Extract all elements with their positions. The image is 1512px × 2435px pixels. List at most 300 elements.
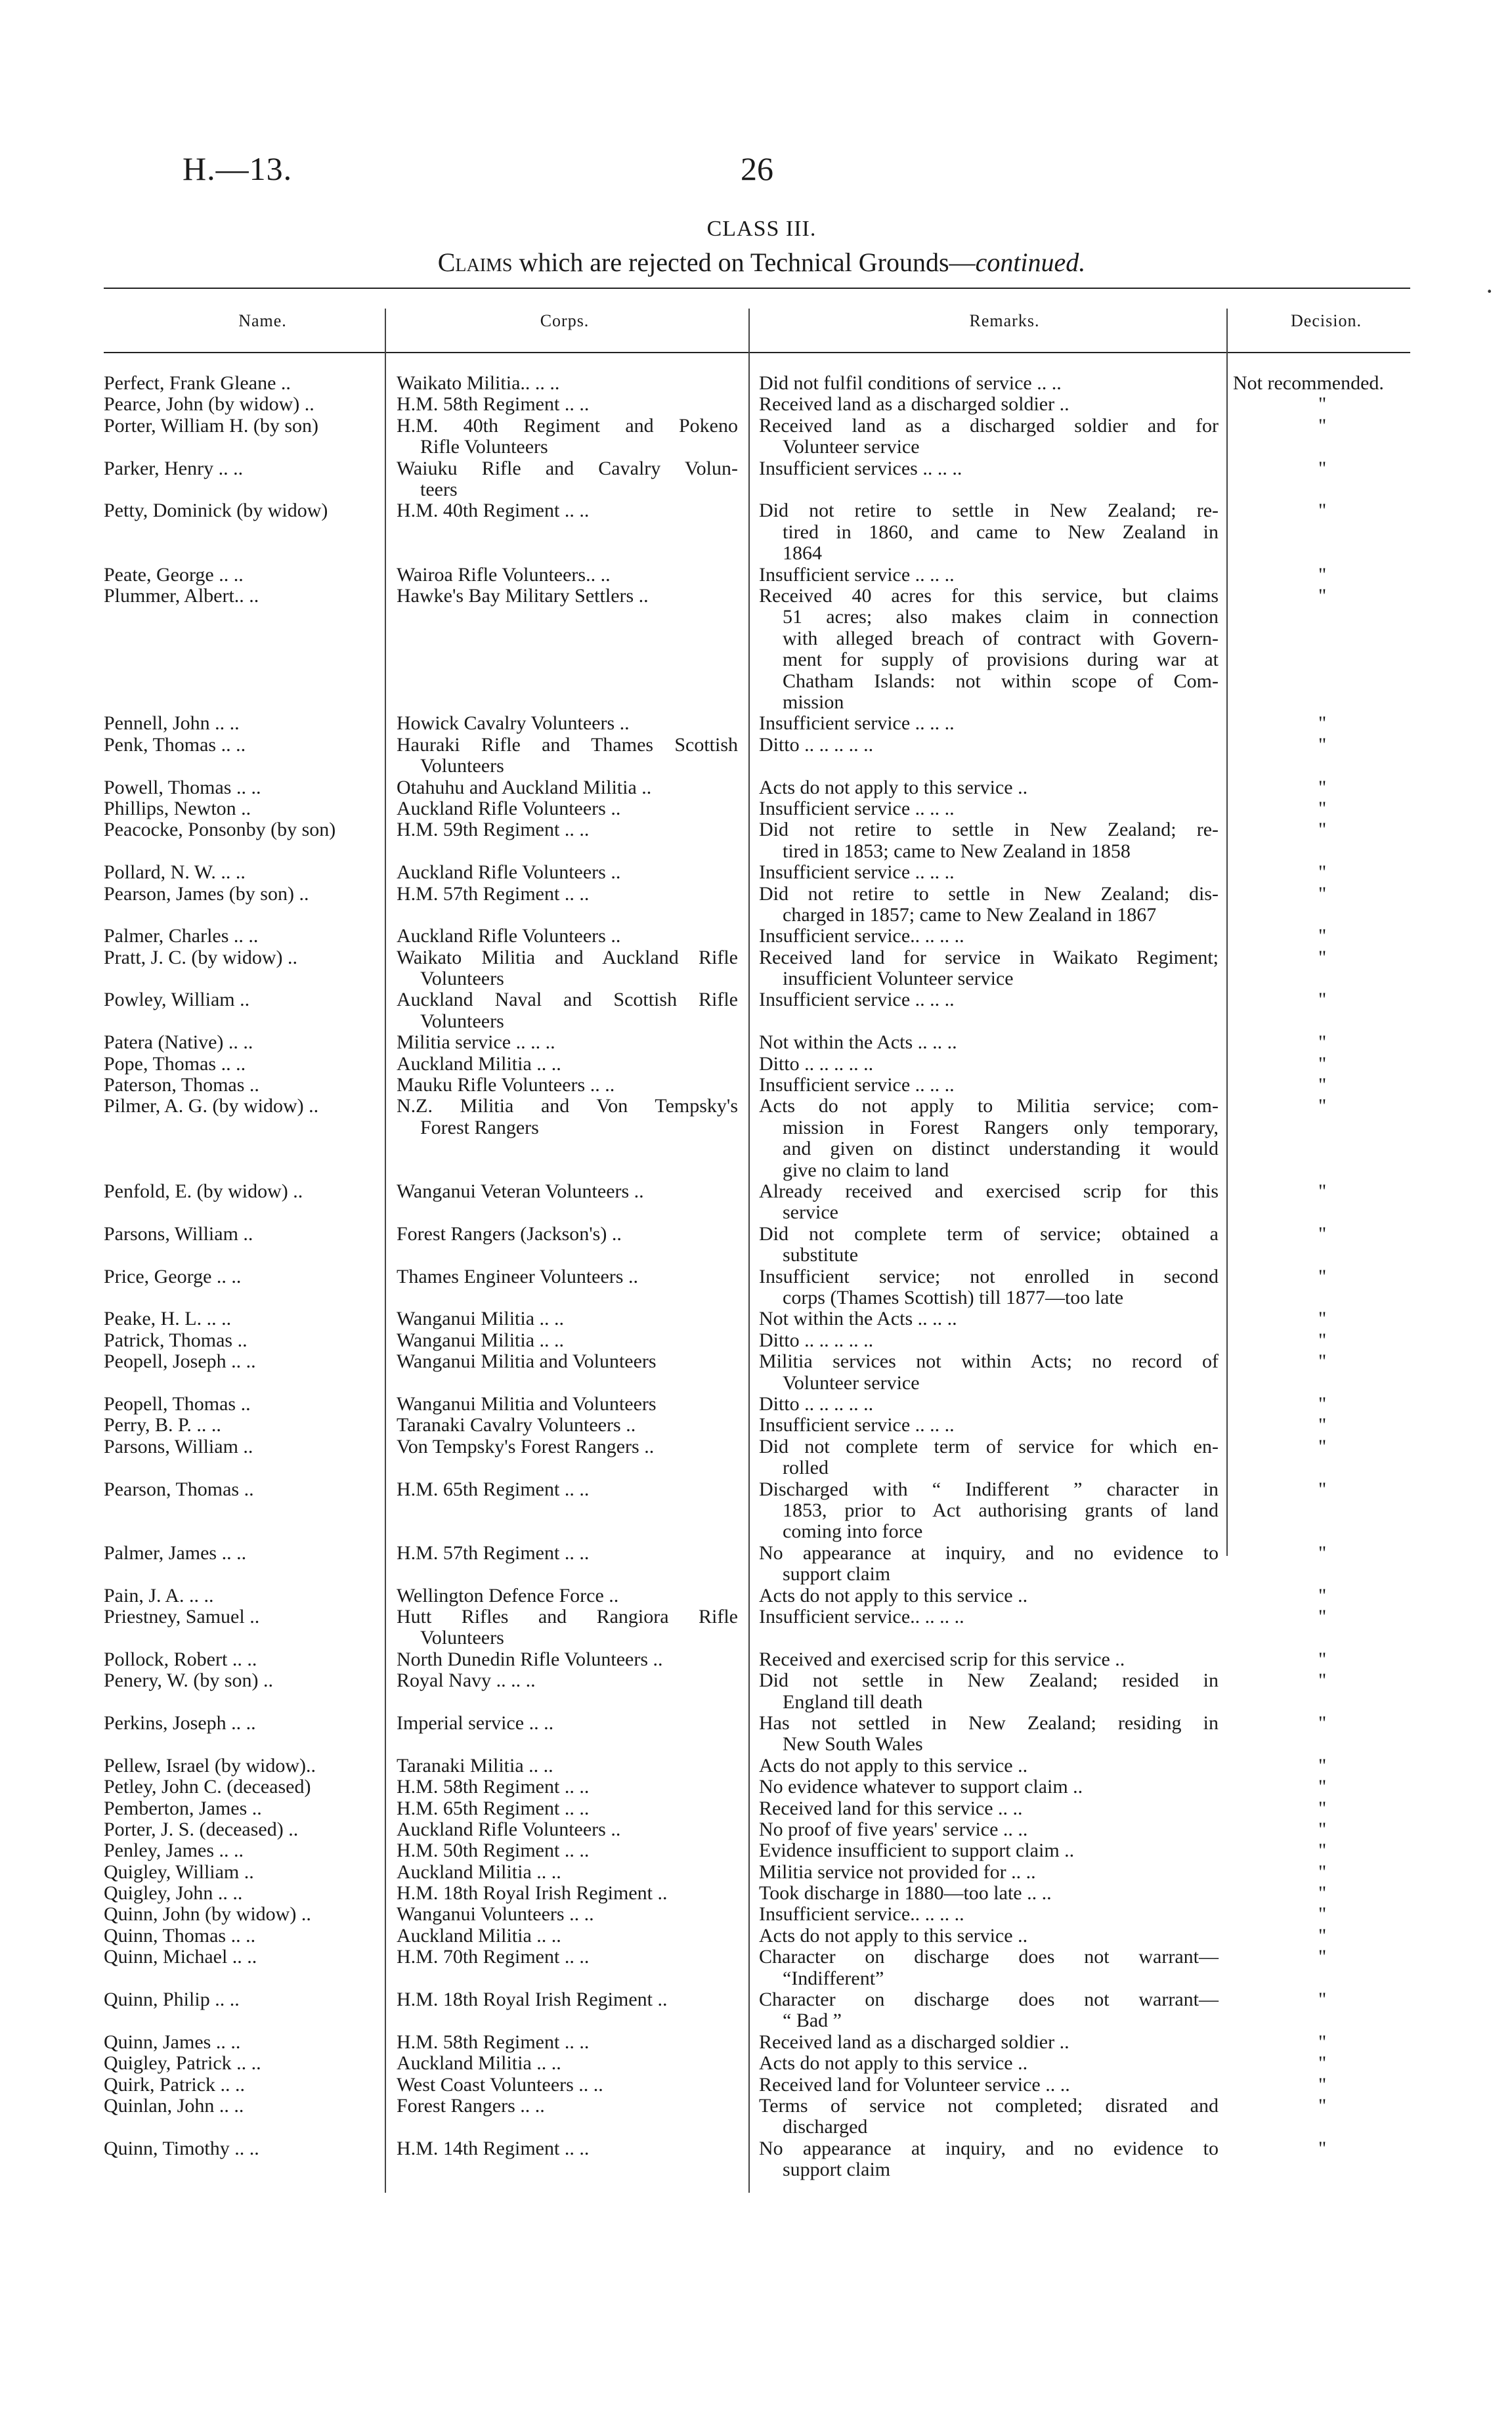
corps-cell-line: Auckland Rifle Volunteers ..: [397, 797, 621, 819]
claimant-name: [104, 1585, 379, 1606]
claimant-name: [104, 1713, 379, 1734]
remarks-cell: [759, 1394, 1219, 1415]
corps-cell: [397, 1096, 738, 1138]
header-bottom-rule: [104, 352, 1410, 353]
claimant-name: [104, 735, 379, 756]
remarks-cell-line: Not within the Acts .. .. ..: [759, 1031, 957, 1054]
corps-cell: [397, 1415, 738, 1436]
corps-cell: [397, 1989, 738, 2010]
decision-cell: ": [1318, 1052, 1327, 1075]
remarks-cell: [759, 373, 1219, 394]
corps-cell-line: H.M. 58th Regiment .. ..: [397, 1776, 590, 1798]
corps-cell-line: Hutt Rifles and Rangiora Rifle: [397, 1605, 738, 1627]
remarks-cell: [759, 947, 1219, 990]
corps-cell: [397, 1670, 738, 1691]
corps-cell-line: Von Tempsky's Forest Rangers ..: [397, 1435, 655, 1457]
remarks-cell-line: Insufficient service .. .. ..: [759, 1414, 955, 1436]
claimant-name: [104, 416, 379, 437]
corps-cell-line: Forest Rangers .. ..: [397, 2095, 545, 2117]
remarks-cell-line: Insufficient service .. .. ..: [759, 563, 955, 586]
decision-cell: Not recommended.: [1233, 372, 1384, 394]
remarks-cell-line: support claim: [783, 1563, 891, 1585]
claimant-name-line: Quinlan, John .. ..: [104, 2095, 244, 2117]
decision-cell: ": [1318, 563, 1327, 586]
corps-cell-line: Howick Cavalry Volunteers ..: [397, 712, 630, 735]
decision-cell: ": [1318, 2095, 1327, 2117]
remarks-cell: [759, 1989, 1219, 2032]
claimant-name-line: Pearson, James (by son) ..: [104, 882, 309, 905]
decision-cell: ": [1318, 1903, 1327, 1926]
decision-cell: ": [1318, 500, 1327, 522]
corps-cell-line: Thames Engineer Volunteers ..: [397, 1265, 638, 1287]
page-number: 26: [741, 150, 773, 187]
corps-cell: [397, 1840, 738, 1861]
decision-cell: ": [1318, 2073, 1327, 2096]
remarks-cell-line: give no claim to land: [783, 1159, 949, 1181]
claimant-name: [104, 713, 379, 734]
corps-cell: [397, 1926, 738, 1947]
corps-cell-line: Waikato Militia and Auckland Rifle: [397, 946, 738, 968]
corps-cell: [397, 1351, 738, 1372]
decision-cell: ": [1318, 797, 1327, 819]
claimant-name-line: Pellew, Israel (by widow)..: [104, 1754, 316, 1777]
decision-cell: ": [1318, 989, 1327, 1011]
remarks-cell-line: rolled: [783, 1457, 829, 1479]
claimant-name-line: Pilmer, A. G. (by widow) ..: [104, 1095, 319, 1117]
corps-cell-line: N.Z. Militia and Von Tempsky's: [397, 1095, 738, 1117]
corps-cell-line: H.M. 57th Regiment .. ..: [397, 1541, 590, 1564]
decision-cell: ": [1318, 1712, 1327, 1734]
corps-cell: [397, 1883, 738, 1904]
claimant-name: [104, 1096, 379, 1117]
corps-cell-line: Otahuhu and Auckland Militia ..: [397, 776, 652, 798]
remarks-cell-line: Not within the Acts .. .. ..: [759, 1308, 957, 1330]
remarks-cell-line: mission in Forest Rangers only temporary,: [783, 1116, 1219, 1138]
claimant-name: [104, 798, 379, 819]
corps-cell-line: H.M. 14th Regiment .. ..: [397, 2137, 590, 2159]
corps-cell: [397, 819, 738, 840]
claimant-name: [104, 947, 379, 968]
corps-cell: [397, 1330, 738, 1351]
remarks-cell: [759, 735, 1219, 756]
remarks-cell-line: Terms of service not completed; disrated and: [759, 2095, 1219, 2117]
class-title: CLASS III.: [706, 217, 817, 241]
corps-cell-line: H.M. 58th Regiment .. ..: [397, 2031, 590, 2053]
column-divider-2: [748, 309, 750, 2193]
decision-cell: ": [1318, 1074, 1327, 1096]
decision-cell: ": [1318, 457, 1327, 479]
corps-cell-line: Auckland Militia .. ..: [397, 1924, 561, 1947]
remarks-cell: [759, 819, 1219, 862]
remarks-cell-line: New South Wales: [783, 1733, 923, 1756]
remarks-cell-line: Received land as a discharged soldier ..: [759, 2031, 1069, 2053]
claimant-name: [104, 1266, 379, 1287]
remarks-cell: [759, 1224, 1219, 1266]
decision-cell: ": [1318, 1882, 1327, 1905]
corps-cell: [397, 1054, 738, 1075]
claimant-name-line: Pearson, Thomas ..: [104, 1478, 254, 1500]
corps-cell-line: Hawke's Bay Military Settlers ..: [397, 584, 649, 607]
claimant-name-line: Quigley, John .. ..: [104, 1882, 243, 1905]
remarks-cell-line: Did not retire to settle in New Zealand; re-: [759, 819, 1219, 841]
remarks-cell-line: Insufficient service .. .. ..: [759, 861, 955, 884]
claimant-name-line: Quigley, Patrick .. ..: [104, 2052, 261, 2075]
claimant-name-line: Quinn, Thomas .. ..: [104, 1924, 256, 1947]
remarks-cell-line: Volunteer service: [783, 436, 920, 458]
remarks-cell: [759, 989, 1219, 1010]
corps-cell-line: H.M. 65th Regiment .. ..: [397, 1478, 590, 1500]
remarks-cell: [759, 2138, 1219, 2181]
remarks-cell: [759, 1436, 1219, 1479]
decision-cell: ": [1318, 1393, 1327, 1415]
claimant-name-line: Patrick, Thomas ..: [104, 1329, 248, 1351]
decision-cell: ": [1318, 1840, 1327, 1862]
column-header-remarks: Remarks.: [969, 311, 1040, 330]
decision-cell: ": [1318, 2137, 1327, 2159]
decision-cell: ": [1318, 819, 1327, 841]
remarks-cell-line: with alleged breach of contract with Govern-: [783, 627, 1219, 649]
claimant-name: [104, 1436, 379, 1457]
corps-cell-line: teers: [420, 478, 458, 500]
remarks-cell-line: Acts do not apply to this service ..: [759, 776, 1028, 798]
corps-cell-line: Volunteers: [420, 968, 504, 990]
remarks-cell-line: Received and exercised scrip for this service ..: [759, 1648, 1125, 1670]
remarks-cell: [759, 798, 1219, 819]
claimant-name-line: Quinn, John (by widow) ..: [104, 1903, 311, 1926]
decision-cell: ": [1318, 946, 1327, 968]
remarks-cell-line: corps (Thames Scottish) till 1877—too late: [783, 1287, 1124, 1309]
decision-cell: ": [1318, 1414, 1327, 1436]
remarks-cell-line: Did not complete term of service for which en-: [759, 1435, 1219, 1457]
claimant-name: [104, 1840, 379, 1861]
corps-cell-line: North Dunedin Rifle Volunteers ..: [397, 1648, 663, 1670]
corps-cell-line: Auckland Naval and Scottish Rifle: [397, 989, 738, 1011]
corps-cell-line: Taranaki Cavalry Volunteers ..: [397, 1414, 636, 1436]
remarks-cell-line: England till death: [783, 1691, 923, 1713]
decision-cell: ": [1318, 1818, 1327, 1840]
remarks-cell-line: Insufficient service .. .. ..: [759, 797, 955, 819]
claimant-name: [104, 989, 379, 1010]
claimant-name: [104, 2053, 379, 2074]
remarks-cell-line: tired in 1853; came to New Zealand in 1858: [783, 840, 1131, 862]
claimant-name: [104, 394, 379, 415]
claimant-name-line: Plummer, Albert.. ..: [104, 584, 259, 607]
remarks-cell: [759, 1032, 1219, 1053]
remarks-cell-line: tired in 1860, and came to New Zealand in: [783, 521, 1219, 543]
remarks-cell-line: Did not retire to settle in New Zealand; re-: [759, 500, 1219, 522]
corps-cell: [397, 416, 738, 458]
claimant-name-line: Quinn, Michael .. ..: [104, 1946, 257, 1968]
corps-cell: [397, 735, 738, 777]
corps-cell: [397, 586, 738, 607]
corps-cell: [397, 2032, 738, 2053]
corps-cell: [397, 1606, 738, 1649]
claimant-name-line: Peake, H. L. .. ..: [104, 1308, 232, 1330]
remarks-cell-line: Has not settled in New Zealand; residing in: [759, 1712, 1219, 1734]
decision-cell: ": [1318, 1584, 1327, 1606]
remarks-cell-line: Discharged with “ Indifferent ” character in: [759, 1478, 1219, 1500]
remarks-cell: [759, 1670, 1219, 1713]
claimant-name: [104, 1883, 379, 1904]
corps-cell-line: Auckland Militia .. ..: [397, 1861, 561, 1883]
claimant-name-line: Pemberton, James ..: [104, 1797, 262, 1819]
claimant-name: [104, 1415, 379, 1436]
claimant-name: [104, 1075, 379, 1096]
claimant-name: [104, 1054, 379, 1075]
corps-cell: [397, 884, 738, 905]
corps-cell-line: Auckland Militia .. ..: [397, 1052, 561, 1075]
corps-cell-line: H.M. 58th Regiment .. ..: [397, 393, 590, 416]
column-divider-1: [385, 309, 386, 2193]
corps-cell-line: Imperial service .. ..: [397, 1712, 554, 1734]
remarks-cell: [759, 1756, 1219, 1777]
claimant-name: [104, 819, 379, 840]
corps-cell-line: H.M. 65th Regiment .. ..: [397, 1797, 590, 1819]
remarks-cell-line: service: [783, 1201, 838, 1224]
corps-cell: [397, 1266, 738, 1287]
claimant-name-line: Parker, Henry .. ..: [104, 457, 244, 479]
remarks-cell: [759, 1926, 1219, 1947]
corps-cell: [397, 565, 738, 586]
claimant-name-line: Parsons, William ..: [104, 1222, 253, 1245]
corps-cell-line: Wanganui Militia .. ..: [397, 1308, 565, 1330]
decision-cell: ": [1318, 1776, 1327, 1798]
remarks-cell: [759, 1883, 1219, 1904]
decision-cell: ": [1318, 1031, 1327, 1054]
remarks-cell-line: Ditto .. .. .. .. ..: [759, 1329, 874, 1351]
corps-cell-line: Auckland Militia .. ..: [397, 2052, 561, 2075]
subtitle-claims: Claims: [437, 248, 513, 277]
remarks-cell: [759, 416, 1219, 458]
remarks-cell: [759, 565, 1219, 586]
header-top-rule: [104, 288, 1410, 289]
claimant-name-line: Penery, W. (by son) ..: [104, 1670, 274, 1692]
remarks-cell-line: Did not complete term of service; obtained a: [759, 1222, 1219, 1245]
corps-cell: [397, 777, 738, 798]
claimant-name-line: Palmer, James .. ..: [104, 1541, 247, 1564]
claimant-name-line: Pratt, J. C. (by widow) ..: [104, 946, 297, 968]
corps-cell: [397, 2075, 738, 2096]
remarks-cell-line: mission: [783, 691, 844, 713]
corps-cell: [397, 1649, 738, 1670]
claimant-name: [104, 1308, 379, 1329]
corps-cell-line: Waiuku Rifle and Cavalry Volun-: [397, 457, 738, 479]
remarks-cell-line: Did not fulfil conditions of service .. ..: [759, 372, 1062, 394]
decision-cell: ": [1318, 414, 1327, 437]
claimant-name: [104, 2138, 379, 2159]
decision-cell: ": [1318, 1350, 1327, 1373]
claimant-name: [104, 926, 379, 947]
remarks-cell-line: Militia services not within Acts; no record of: [759, 1350, 1219, 1373]
corps-cell: [397, 713, 738, 734]
remarks-cell-line: Ditto .. .. .. .. ..: [759, 733, 874, 756]
decision-cell: ": [1318, 1946, 1327, 1968]
decision-cell: ": [1318, 1435, 1327, 1457]
remarks-cell-line: No appearance at inquiry, and no evidence to: [759, 2137, 1219, 2159]
decision-cell: ": [1318, 2031, 1327, 2053]
corps-cell-line: Mauku Rifle Volunteers .. ..: [397, 1074, 615, 1096]
claimant-name-line: Petley, John C. (deceased): [104, 1776, 311, 1798]
remarks-cell: [759, 1330, 1219, 1351]
claimant-name: [104, 1543, 379, 1564]
claimant-name: [104, 373, 379, 394]
decision-cell: ": [1318, 1861, 1327, 1883]
remarks-cell-line: Militia service not provided for .. ..: [759, 1861, 1036, 1883]
remarks-cell: [759, 926, 1219, 947]
corps-cell: [397, 1798, 738, 1819]
claimant-name-line: Patera (Native) .. ..: [104, 1031, 253, 1054]
claimant-name-line: Quirk, Patrick .. ..: [104, 2073, 245, 2096]
remarks-cell: [759, 1649, 1219, 1670]
remarks-cell-line: No appearance at inquiry, and no evidence to: [759, 1541, 1219, 1564]
decision-cell: ": [1318, 861, 1327, 884]
decision-cell: ": [1318, 2052, 1327, 2075]
remarks-cell: [759, 1585, 1219, 1606]
remarks-cell-line: Acts do not apply to Militia service; com-: [759, 1095, 1219, 1117]
remarks-cell: [759, 1713, 1219, 1756]
corps-cell-line: Wairoa Rifle Volunteers.. ..: [397, 563, 611, 586]
report-id: H.—13.: [183, 150, 293, 187]
claimant-name-line: Powell, Thomas .. ..: [104, 776, 261, 798]
remarks-cell-line: Did not settle in New Zealand; resided in: [759, 1670, 1219, 1692]
remarks-cell-line: Evidence insufficient to support claim ..: [759, 1840, 1075, 1862]
decision-cell: ": [1318, 1924, 1327, 1947]
corps-cell: [397, 1947, 738, 1968]
claimant-name: [104, 1862, 379, 1883]
remarks-cell-line: substitute: [783, 1244, 859, 1266]
corps-cell: [397, 1394, 738, 1415]
remarks-cell: [759, 1096, 1219, 1181]
corps-cell: [397, 1585, 738, 1606]
margin-mark: ·: [1485, 276, 1494, 306]
corps-cell-line: Wanganui Veteran Volunteers ..: [397, 1180, 644, 1203]
claimant-name-line: Quigley, William ..: [104, 1861, 254, 1883]
remarks-cell-line: 1864: [783, 542, 822, 565]
claimant-name: [104, 1394, 379, 1415]
decision-cell: ": [1318, 1605, 1327, 1627]
corps-cell: [397, 2053, 738, 2074]
claimant-name: [104, 1926, 379, 1947]
corps-cell: [397, 947, 738, 990]
corps-cell: [397, 1181, 738, 1202]
claimant-name: [104, 458, 379, 479]
claimant-name-line: Penfold, E. (by widow) ..: [104, 1180, 303, 1203]
corps-cell: [397, 1308, 738, 1329]
claimant-name-line: Priestney, Samuel ..: [104, 1605, 260, 1627]
remarks-cell-line: No proof of five years' service .. ..: [759, 1818, 1028, 1840]
remarks-cell-line: Acts do not apply to this service ..: [759, 2052, 1028, 2075]
claimant-name-line: Phillips, Newton ..: [104, 797, 251, 819]
remarks-cell: [759, 1777, 1219, 1798]
decision-cell: ": [1318, 1308, 1327, 1330]
corps-cell: [397, 1224, 738, 1245]
claimant-name: [104, 1798, 379, 1819]
remarks-cell-line: Insufficient service.. .. .. ..: [759, 925, 964, 947]
corps-cell-line: Auckland Rifle Volunteers ..: [397, 861, 621, 884]
claimant-name: [104, 500, 379, 521]
remarks-cell-line: support claim: [783, 2159, 891, 2181]
remarks-cell-line: Received 40 acres for this service, but claims: [759, 584, 1219, 607]
remarks-cell-line: Took discharge in 1880—too late .. ..: [759, 1882, 1052, 1905]
corps-cell: [397, 862, 738, 883]
remarks-cell-line: Received land for service in Waikato Regiment;: [759, 946, 1219, 968]
claimant-name: [104, 1479, 379, 1500]
remarks-cell: [759, 862, 1219, 883]
corps-cell: [397, 458, 738, 501]
claimant-name: [104, 565, 379, 586]
claimant-name-line: Peopell, Thomas ..: [104, 1393, 251, 1415]
claimant-name-line: Price, George .. ..: [104, 1265, 242, 1287]
claimant-name: [104, 586, 379, 607]
remarks-cell-line: Insufficient service; not enrolled in second: [759, 1265, 1219, 1287]
claimant-name: [104, 884, 379, 905]
corps-cell-line: Royal Navy .. .. ..: [397, 1670, 536, 1692]
claimant-name: [104, 2075, 379, 2096]
remarks-cell-line: No evidence whatever to support claim ..: [759, 1776, 1083, 1798]
corps-cell: [397, 1479, 738, 1500]
claimant-name-line: Pollock, Robert .. ..: [104, 1648, 257, 1670]
corps-cell-line: H.M. 59th Regiment .. ..: [397, 819, 590, 841]
remarks-cell-line: Ditto .. .. .. .. ..: [759, 1052, 874, 1075]
remarks-cell: [759, 458, 1219, 479]
corps-cell-line: Auckland Rifle Volunteers ..: [397, 925, 621, 947]
corps-cell: [397, 1032, 738, 1053]
remarks-cell: [759, 1415, 1219, 1436]
remarks-cell-line: charged in 1857; came to New Zealand in 1867: [783, 903, 1157, 926]
remarks-cell: [759, 1862, 1219, 1883]
claimant-name-line: Pollard, N. W. .. ..: [104, 861, 246, 884]
column-header-name: Name.: [238, 311, 287, 330]
claimant-name-line: Peopell, Joseph .. ..: [104, 1350, 256, 1373]
corps-cell: [397, 1713, 738, 1734]
remarks-cell-line: discharged: [783, 2116, 868, 2138]
remarks-cell: [759, 1054, 1219, 1075]
remarks-cell-line: and given on distinct understanding it would: [783, 1138, 1219, 1160]
corps-cell-line: Hauraki Rifle and Thames Scottish: [397, 733, 738, 756]
decision-cell: ": [1318, 1222, 1327, 1245]
column-divider-3: [1226, 309, 1228, 1556]
column-header-decision: Decision.: [1291, 311, 1362, 330]
decision-cell: ": [1318, 776, 1327, 798]
claimant-name-line: Perry, B. P. .. ..: [104, 1414, 221, 1436]
subtitle-text: which are rejected on Technical Grounds—: [512, 248, 976, 277]
corps-cell: [397, 1777, 738, 1798]
remarks-cell-line: Volunteer service: [783, 1371, 920, 1394]
remarks-cell: [759, 1266, 1219, 1309]
corps-cell-line: H.M. 70th Regiment .. ..: [397, 1946, 590, 1968]
remarks-cell-line: Insufficient service .. .. ..: [759, 712, 955, 735]
remarks-cell: [759, 586, 1219, 713]
corps-cell-line: Wanganui Militia and Volunteers: [397, 1350, 657, 1373]
remarks-cell: [759, 1798, 1219, 1819]
remarks-cell-line: Already received and exercised scrip for this: [759, 1180, 1219, 1203]
table-subtitle: [368, 247, 1156, 278]
corps-cell: [397, 1862, 738, 1883]
corps-cell-line: Taranaki Militia .. ..: [397, 1754, 553, 1777]
claimant-name: [104, 1181, 379, 1202]
decision-cell: ": [1318, 1265, 1327, 1287]
remarks-cell-line: “Indifferent”: [783, 1967, 884, 1989]
claimant-name: [104, 862, 379, 883]
remarks-cell: [759, 1819, 1219, 1840]
decision-cell: ": [1318, 1478, 1327, 1500]
remarks-cell-line: Acts do not apply to this service ..: [759, 1754, 1028, 1777]
remarks-cell-line: Insufficient service .. .. ..: [759, 1074, 955, 1096]
decision-cell: ": [1318, 1648, 1327, 1670]
corps-cell-line: Volunteers: [420, 755, 504, 777]
decision-cell: ": [1318, 584, 1327, 607]
claimant-name: [104, 2032, 379, 2053]
